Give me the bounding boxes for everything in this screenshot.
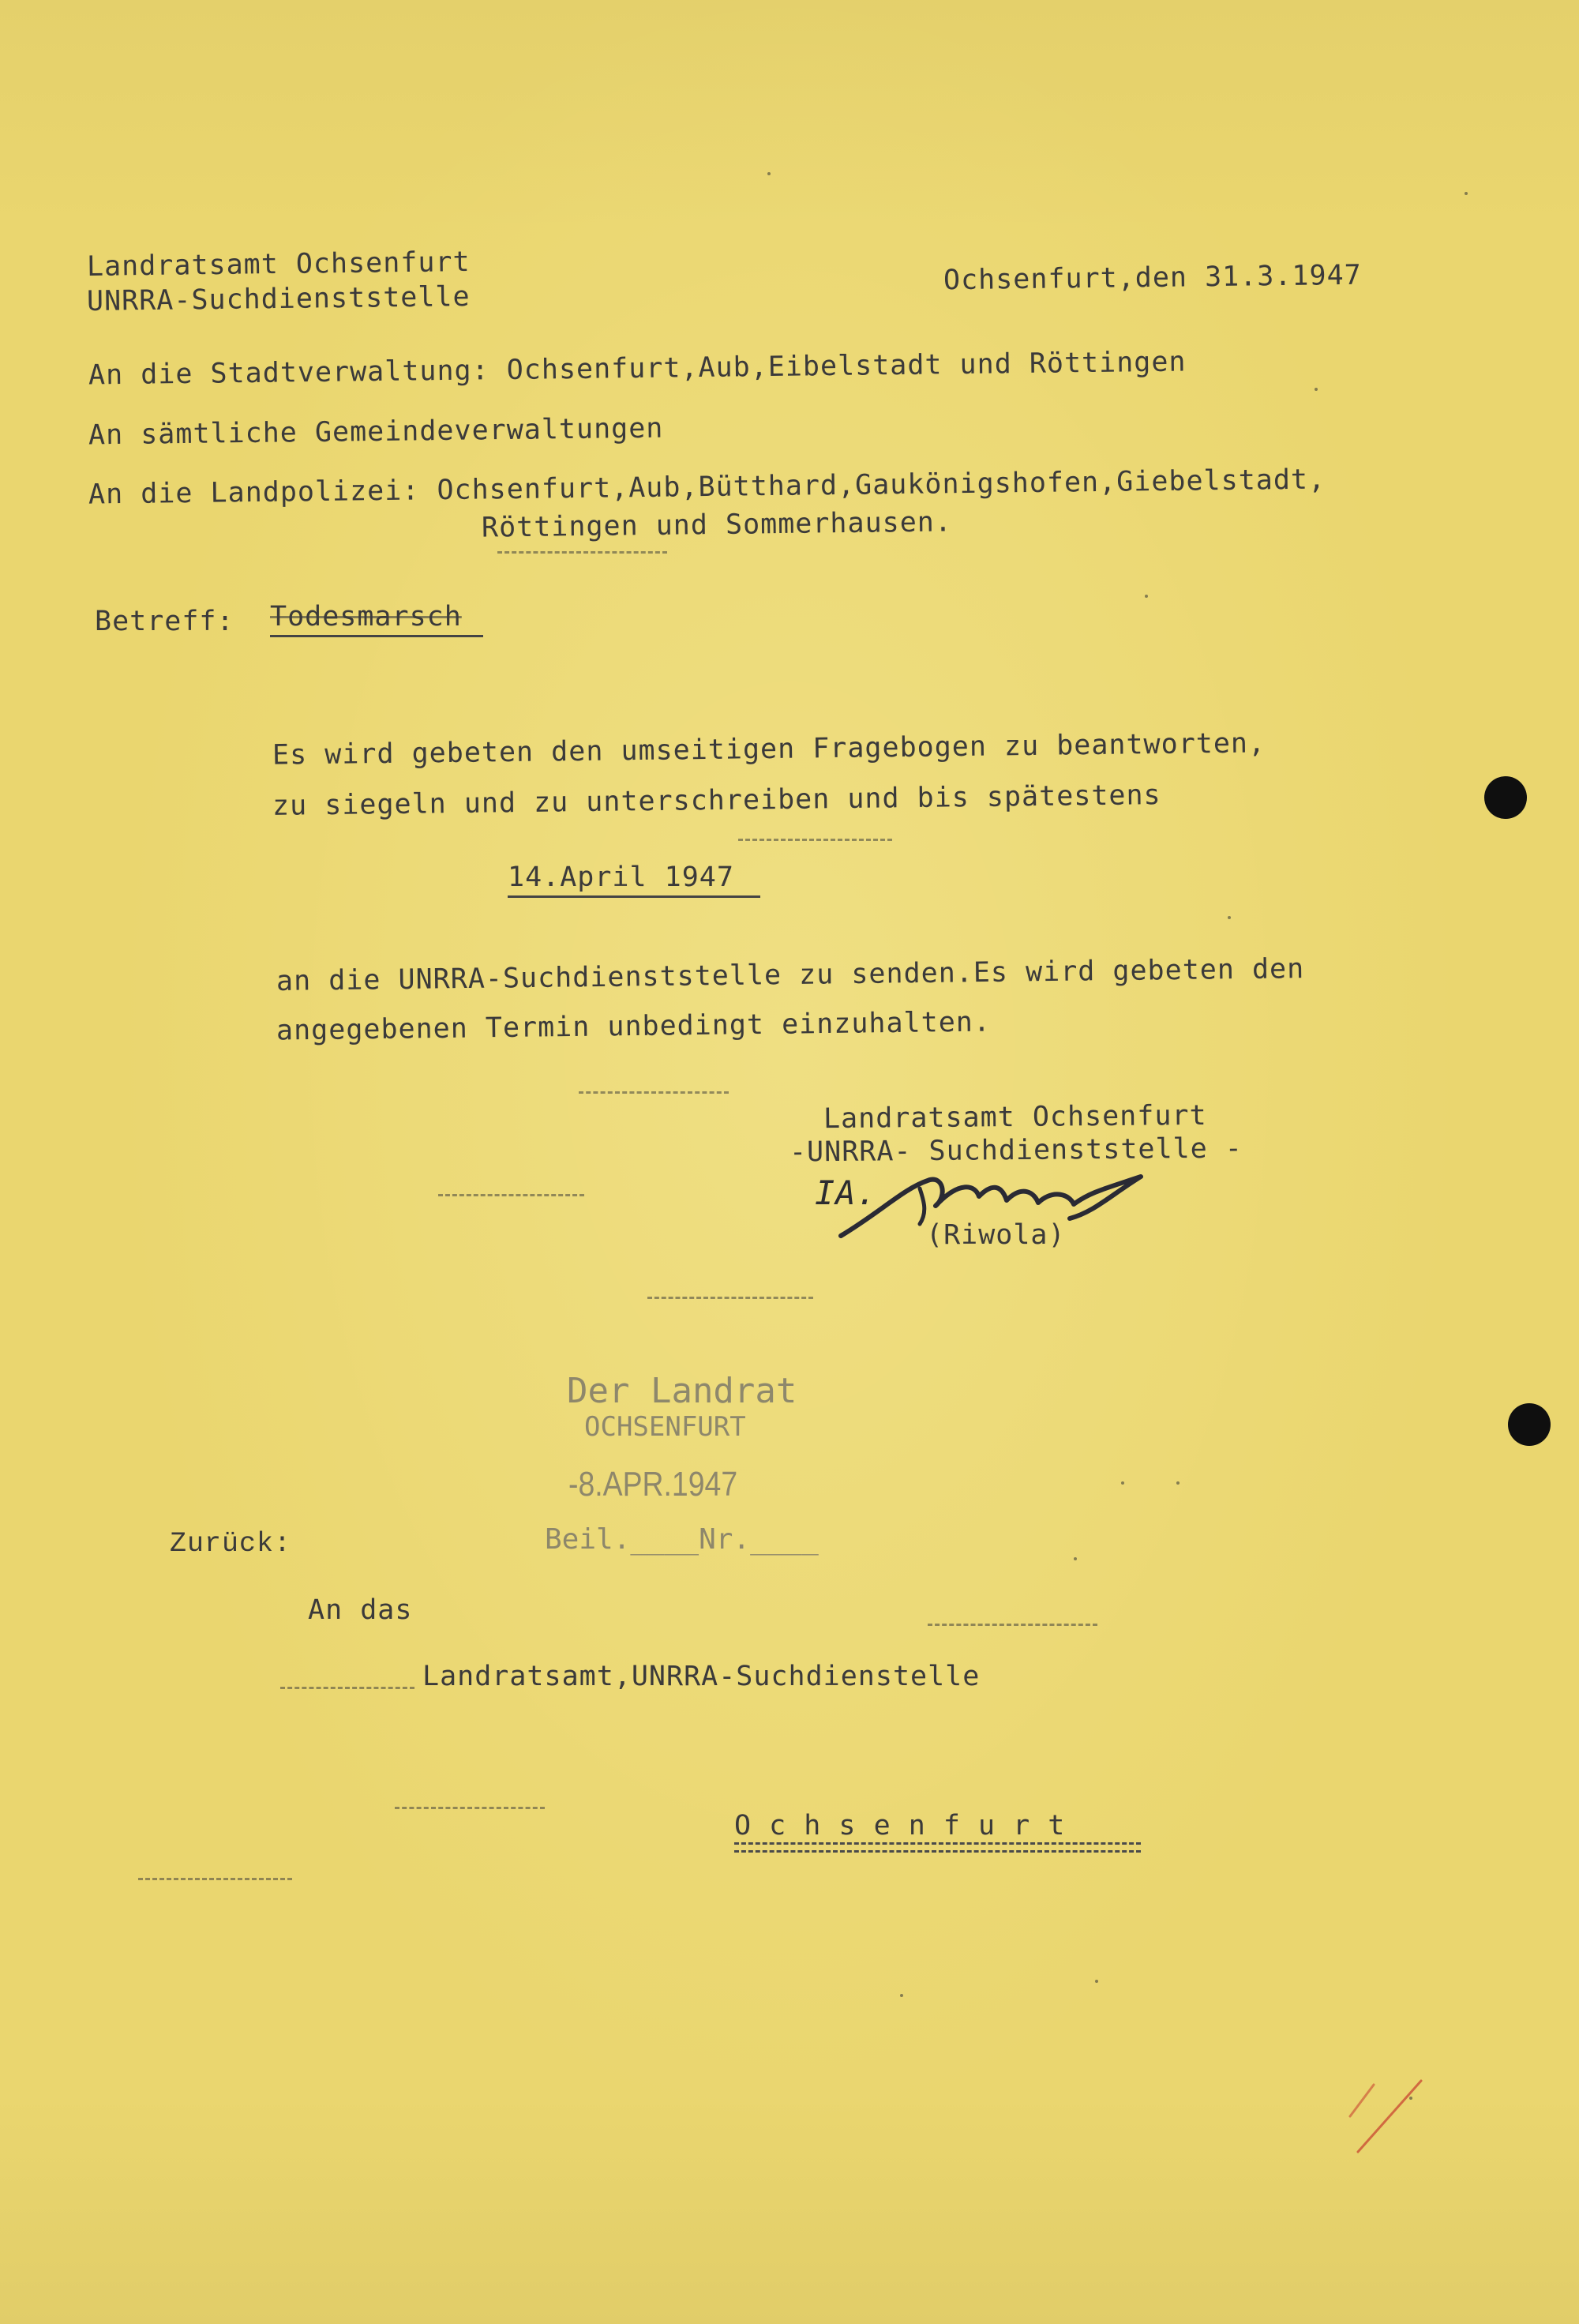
subject-value: Todesmarsch [270,601,462,633]
return-city: O c h s e n f u r t [734,1810,1066,1842]
paper-speck [1315,388,1318,391]
body-line-4: angegebenen Termin unbedingt einzuhalten. [276,1006,992,1047]
subject-label: Betreff: [95,606,234,637]
paper-speck [1121,1481,1124,1485]
sender-line-2: UNRRA-Suchdienststelle [86,281,471,317]
paper-speck [1409,2097,1412,2100]
return-label: Zurück: [170,1528,292,1560]
divider-dash [280,1687,414,1689]
stamp-line-2: OCHSENFURT [584,1411,746,1443]
place-date: Ochsenfurt,den 31.3.1947 [943,259,1362,297]
paper-speck [1074,1557,1077,1560]
divider-dash [138,1878,292,1880]
paper-speck [1176,1481,1180,1485]
double-underline [734,1842,1141,1845]
paper-speck [1228,916,1231,919]
subject-underline [270,635,483,637]
signature-office-line-2: -UNRRA- Suchdienststelle - [789,1132,1243,1169]
body-line-1: Es wird gebeten den umseitigen Fragebogen zu beantworten, [272,727,1266,772]
divider-dash [647,1297,813,1299]
return-office: Landratsamt,UNRRA-Suchdienstelle [422,1661,981,1692]
paper-speck [1145,595,1148,598]
paper-speck [767,172,771,175]
divider-dash [738,839,892,841]
body-line-3: an die UNRRA-Suchdienststelle zu senden.Es wird gebeten den [276,953,1305,997]
divider-dash [928,1624,1097,1626]
punch-hole-bottom [1508,1403,1551,1446]
signature-office-line-1: Landratsamt Ochsenfurt [823,1099,1207,1136]
deadline-date: 14.April 1947 [508,862,734,893]
recipient-police-line-1: An die Landpolizei: Ochsenfurt,Aub,Bütthard,Gaukönigshofen,Giebelstadt, [88,464,1326,511]
divider-dash [438,1194,584,1196]
paper-speck [1095,1980,1098,1983]
divider-dash [579,1091,729,1094]
recipient-city-admin: An die Stadtverwaltung: Ochsenfurt,Aub,Eibelstadt und Röttingen [88,346,1187,392]
recipient-police-line-2: Röttingen und Sommerhausen. [481,506,953,544]
divider-dash [395,1807,545,1809]
punch-hole-top [1484,776,1527,819]
deadline-underline [508,895,760,898]
double-underline [734,1850,1141,1853]
divider-dash [497,551,667,554]
paper-speck [1465,192,1468,195]
red-pencil-mark [1342,2061,1437,2156]
stamp-line-1: Der Landrat [567,1371,797,1411]
recipient-municipalities: An sämtliche Gemeindeverwaltungen [88,412,664,452]
stamp-date: -8.APR.1947 [568,1465,738,1504]
body-line-2: zu siegeln und zu unterschreiben und bis spätestens [272,779,1161,822]
signatory-name: (Riwola) [926,1219,1066,1251]
signature-prefix: IA. [815,1173,877,1212]
sender-line-1: Landratsamt Ochsenfurt [86,246,471,283]
paper-speck [900,1994,903,1997]
return-to: An das [308,1594,413,1626]
stamp-reference: Beil.____Nr.____ [545,1523,819,1556]
